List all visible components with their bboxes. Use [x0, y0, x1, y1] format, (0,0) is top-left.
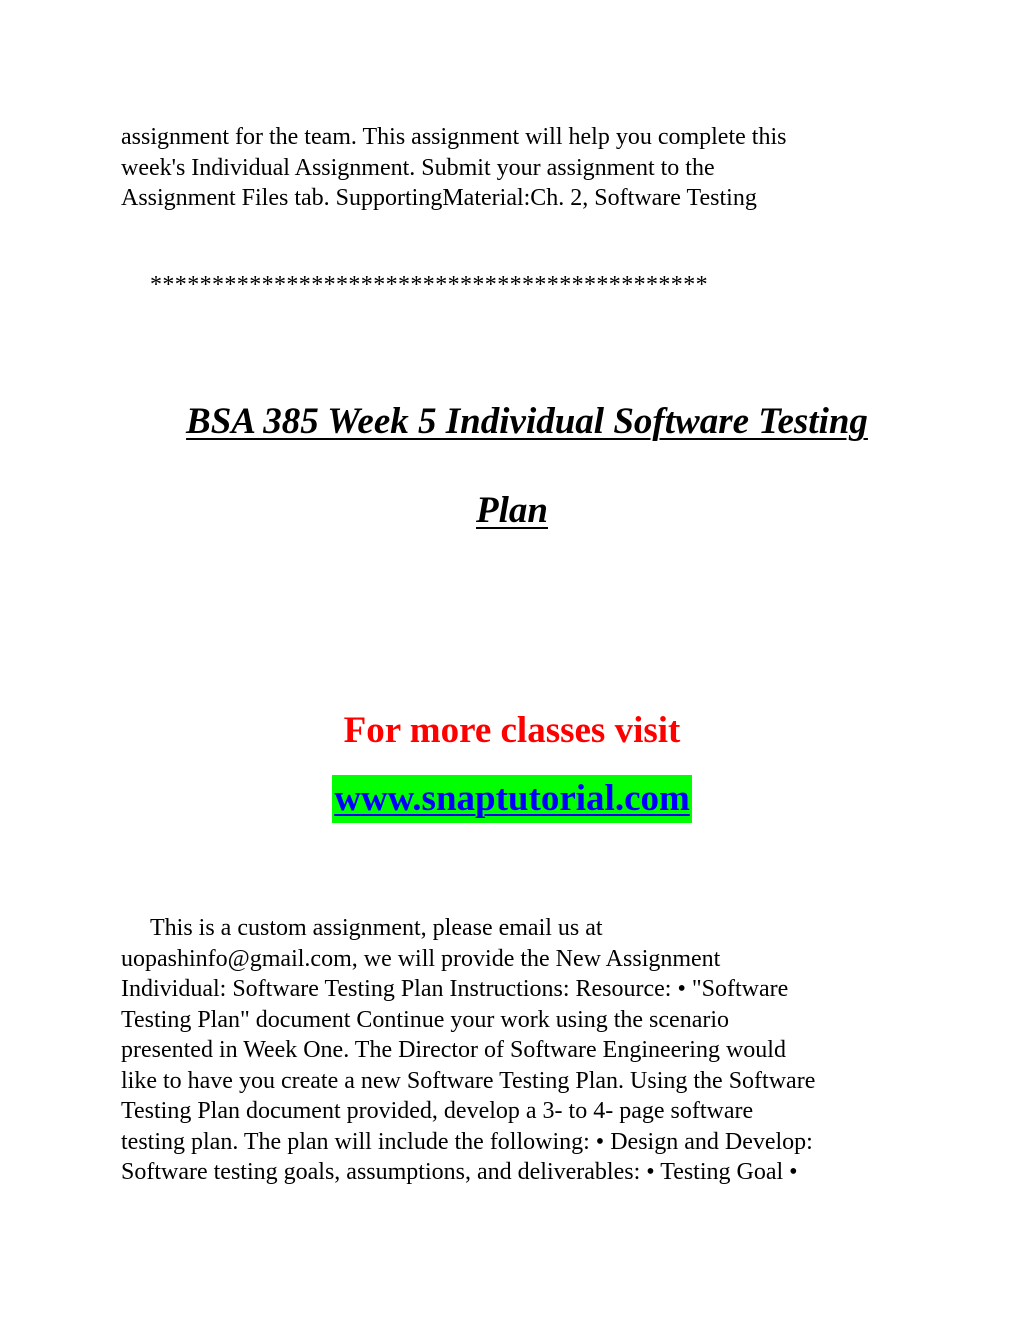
paragraph-line: This is a custom assignment, please email us at: [150, 915, 603, 941]
intro-paragraph: [121, 122, 911, 214]
promo-link-row: [0, 775, 1024, 823]
promo-heading: For more classes visit: [343, 710, 681, 751]
document-title-line-2: [0, 489, 1024, 533]
title-text: Plan: [476, 490, 548, 531]
asterisk-separator: *********************************************: [150, 272, 708, 298]
paragraph-line: Testing Plan" document Continue your work using the scenario: [121, 1006, 730, 1033]
paragraph-line: assignment for the team. This assignment will help you complete this: [121, 124, 787, 150]
paragraph-line: Software testing goals, assumptions, and deliverables: • Testing Goal •: [121, 1159, 798, 1185]
document-title-line-1: [15, 400, 1024, 444]
body-paragraph: [121, 913, 911, 1188]
paragraph-line: Assignment Files tab. SupportingMaterial:Ch. 2, Software Testing: [121, 185, 757, 211]
paragraph-line: uopashinfo@gmail.com, we will provide the New Assignment: [121, 945, 721, 972]
paragraph-line: testing plan. The plan will include the following: • Design and Develop:: [121, 1128, 813, 1155]
paragraph-line: presented in Week One. The Director of Software Engineering would: [121, 1037, 786, 1063]
snaptutorial-link[interactable]: www.snaptutorial.com: [332, 775, 692, 823]
paragraph-line: Individual: Software Testing Plan Instructions: Resource: • "Software: [121, 976, 789, 1002]
paragraph-line: week's Individual Assignment. Submit your assignment to the: [121, 154, 715, 181]
paragraph-line: Testing Plan document provided, develop a 3- to 4- page software: [121, 1098, 754, 1124]
paragraph-line: like to have you create a new Software Testing Plan. Using the Software: [121, 1067, 816, 1094]
title-text: BSA 385 Week 5 Individual Software Testing: [186, 401, 868, 442]
